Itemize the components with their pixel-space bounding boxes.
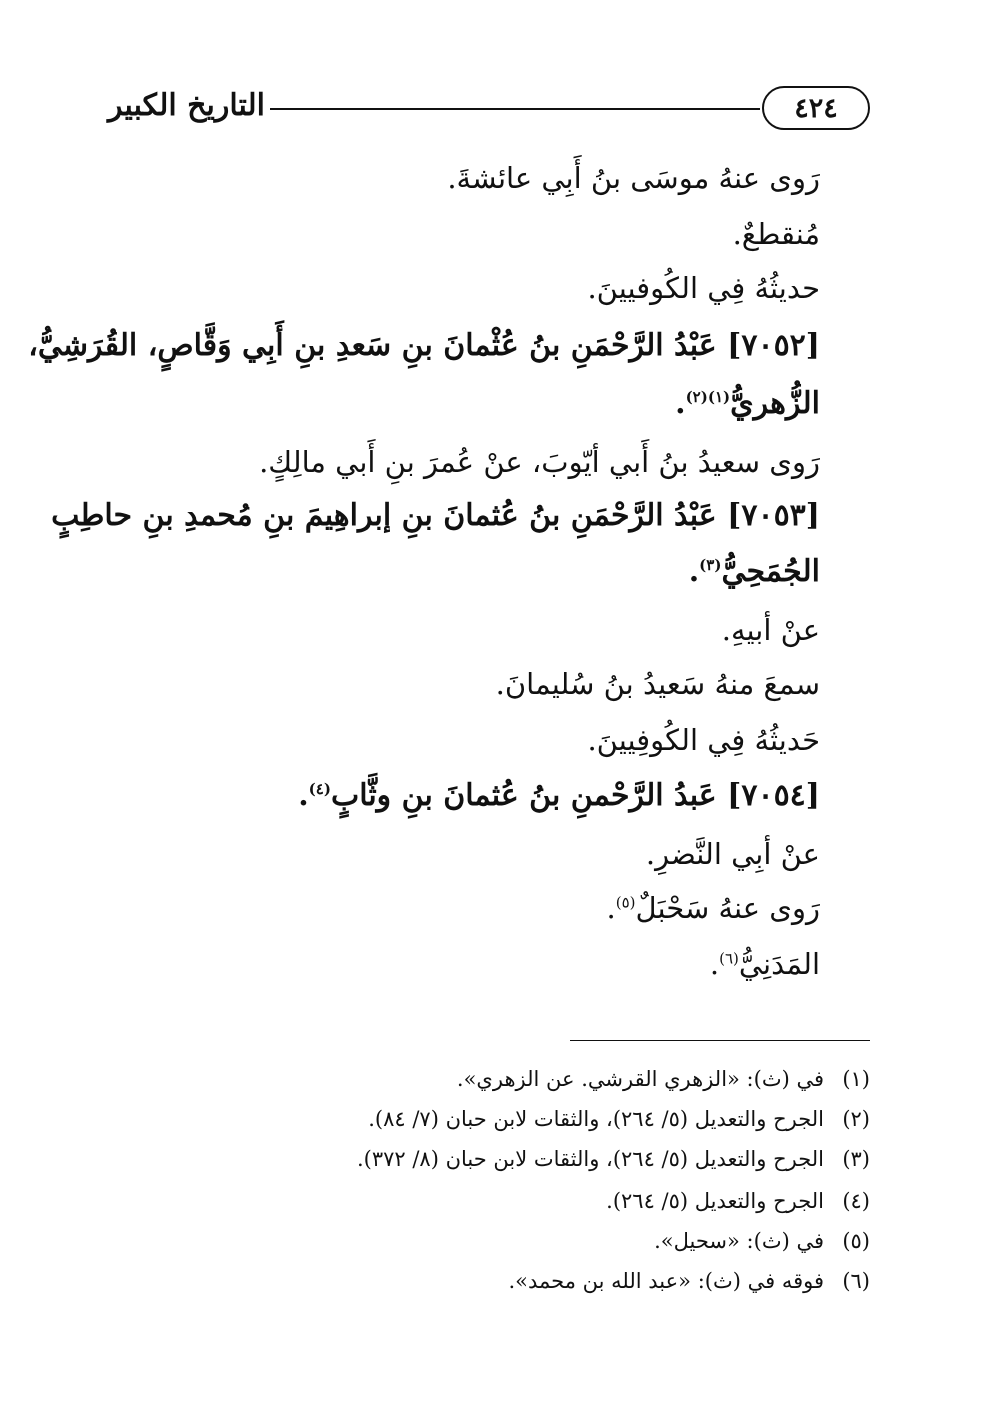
footnote-text: الجرح والتعديل (٥/ ٢٦٤)، والثقات لابن حبان (٨/ ٣٧٢). [356,1147,824,1171]
footnote-1 [457,1064,870,1094]
text-line-14-text: رَوى عنهُ سَحْبَلٌ [635,891,820,925]
text-line-1: رَوى عنهُ موسَى بنُ أَبِي عائشةَ. [447,161,820,195]
footnote-5 [654,1226,870,1256]
footnote-number: (١) [842,1067,870,1091]
text-line-11: حَديثُهُ فِي الكُوفِيينَ. [587,723,820,757]
text-line-2: مُنقطعٌ. [732,217,820,251]
footnote-ref-4: (٤) [308,780,331,798]
footnote-ref-3: (٣) [699,556,722,574]
entry-7052-heading: [٧٠٥٢] عَبْدُ الرَّحْمَنِ بنُ عُثْمانَ بنِ سَعدِ بنِ أَبِي وَقَّاصٍ، القُرَشِيُّ، [28,328,820,363]
text-line-14 [607,888,820,928]
period: . [675,386,686,421]
text-line-15-text: المَدَنِيُّ [738,947,820,981]
period: . [606,891,616,925]
footnote-text: في (ث): «سحيل». [654,1229,824,1253]
entry-7053-heading-cont [689,552,820,592]
footnote-text: الجرح والتعديل (٥/ ٢٦٤)، والثقات لابن حبان (٧/ ٨٤). [368,1107,824,1131]
entry-7052-heading-cont [675,384,820,424]
footnote-number: (٤) [842,1189,870,1213]
footnote-ref-6: (٦) [719,949,739,968]
page-number: ٤٢٤ [794,92,838,124]
footnote-text: في (ث): «الزهري القرشي. عن الزهري». [456,1067,824,1091]
period: . [298,778,309,813]
period: . [688,554,700,589]
text-line-15 [710,944,820,984]
footnote-6 [508,1266,870,1296]
entry-7053-heading: [٧٠٥٣] عَبْدُ الرَّحْمَنِ بنُ عُثمانَ بنِ إبراهِيمَ بنِ مُحمدِ بنِ حاطِبٍ [51,498,820,533]
footnote-separator [570,1040,870,1041]
entry-7052-nisba: الزُّهريُّ [730,386,820,421]
footnote-text: فوقه في (ث): «عبد الله بن محمد». [508,1269,824,1293]
footnote-number: (٢) [842,1107,870,1131]
entry-7054-heading [298,776,820,816]
footnote-number: (٦) [842,1269,870,1293]
footnote-ref-1-2: (١)(٢) [685,388,731,406]
text-line-9: عنْ أبيهِ. [721,613,820,647]
entry-7053-nisba: الجُمَحِيُّ [721,554,820,589]
page-header [107,84,870,134]
book-title: التاريخ الكبير [107,88,265,123]
text-line-10: سمعَ منهُ سَعيدُ بنُ سُليمانَ. [495,667,820,701]
period: . [709,947,720,981]
text-line-3: حديثُهُ فِي الكُوفيينَ. [587,271,820,305]
footnote-ref-5: (٥) [615,893,636,912]
footnote-number: (٣) [842,1147,870,1171]
footnote-4 [606,1186,870,1216]
entry-7054-name: [٧٠٥٤] عَبدُ الرَّحْمنِ بنُ عُثمانَ بنِ وثَّابٍ [330,778,820,813]
footnote-number: (٥) [842,1229,870,1253]
footnote-text: الجرح والتعديل (٥/ ٢٦٤). [606,1189,824,1213]
text-line-13: عنْ أبِي النَّضرِ. [645,837,820,871]
footnote-2 [368,1104,870,1134]
text-line-6: رَوى سعيدُ بنُ أَبي أيّوبَ، عنْ عُمرَ بنِ أَبي مالِكٍ. [259,445,820,479]
footnote-3 [357,1144,870,1174]
header-rule [270,108,760,110]
page-number-badge [762,86,870,130]
